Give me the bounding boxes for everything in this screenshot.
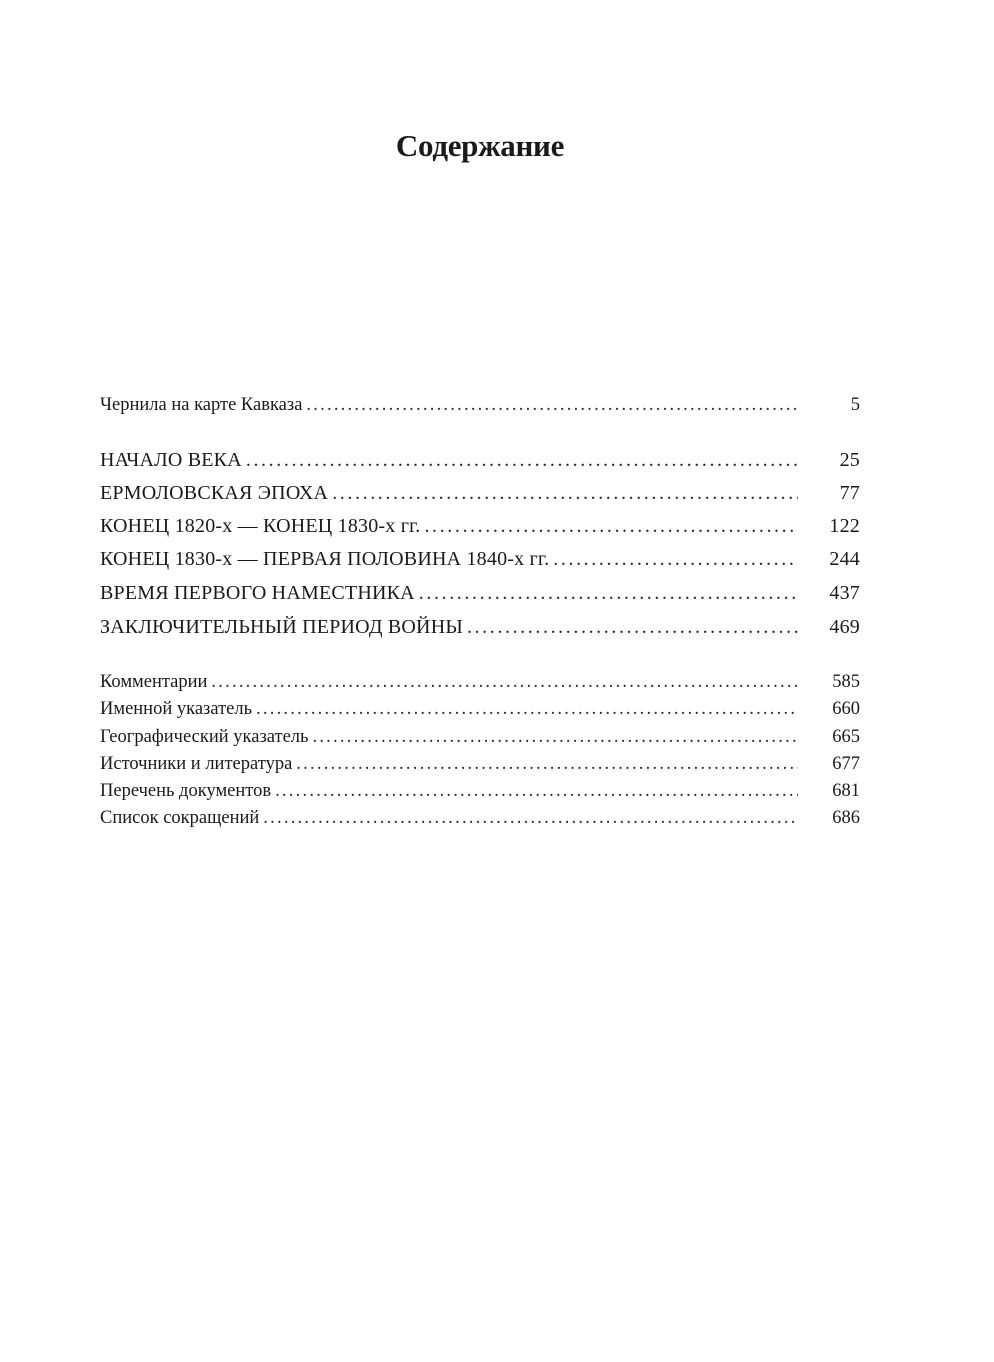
toc-entry-period[interactable] bbox=[100, 616, 860, 639]
toc-entry-period[interactable] bbox=[100, 582, 860, 605]
toc-entry-page: 665 bbox=[832, 727, 860, 747]
dot-leader bbox=[211, 672, 798, 693]
toc-entry-label: Чернила на карте Кавказа bbox=[100, 395, 303, 415]
toc-entry-page: 437 bbox=[829, 582, 860, 604]
toc-entry-appendix[interactable] bbox=[100, 727, 860, 748]
toc-entry-page: 660 bbox=[832, 699, 860, 719]
dot-leader bbox=[246, 449, 798, 472]
toc-entry-label: Перечень документов bbox=[100, 781, 272, 801]
toc-entry-label: ЗАКЛЮЧИТЕЛЬНЫЙ ПЕРИОД ВОЙНЫ bbox=[100, 616, 463, 638]
toc-entry-page: 244 bbox=[829, 548, 860, 570]
toc-entry-page: 122 bbox=[829, 515, 860, 537]
toc-entry-period[interactable] bbox=[100, 515, 860, 538]
toc-entry-label: Источники и литература bbox=[100, 754, 293, 774]
toc-entry-period[interactable] bbox=[100, 449, 860, 472]
toc-entry-appendix[interactable] bbox=[100, 672, 860, 693]
page-title: Содержание bbox=[395, 128, 565, 163]
dot-leader bbox=[275, 781, 798, 802]
toc-entry-page: 77 bbox=[839, 482, 860, 504]
dot-leader bbox=[419, 582, 798, 605]
toc-entry-label: ВРЕМЯ ПЕРВОГО НАМЕСТНИКА bbox=[100, 582, 415, 604]
dot-leader bbox=[424, 515, 798, 538]
toc-entry-period[interactable] bbox=[100, 548, 860, 571]
toc-entry-label: Географический указатель bbox=[100, 727, 309, 747]
toc-entry-page: 686 bbox=[832, 808, 860, 828]
toc-entry-appendix[interactable] bbox=[100, 754, 860, 775]
toc-entry-page: 585 bbox=[832, 672, 860, 692]
toc-entry-intro[interactable] bbox=[100, 395, 860, 416]
dot-leader bbox=[256, 699, 798, 720]
toc-entry-label: НАЧАЛО ВЕКА bbox=[100, 449, 242, 471]
toc-entry-label: ЕРМОЛОВСКАЯ ЭПОХА bbox=[100, 482, 329, 504]
toc-entry-page: 5 bbox=[850, 395, 860, 415]
toc-entry-label: КОНЕЦ 1820-х — КОНЕЦ 1830-х гг. bbox=[100, 515, 421, 537]
toc-entry-label: Список сокращений bbox=[100, 808, 260, 828]
toc-entry-page: 25 bbox=[839, 449, 860, 471]
toc-entry-label: КОНЕЦ 1830-х — ПЕРВАЯ ПОЛОВИНА 1840-х гг. bbox=[100, 548, 550, 570]
toc-entry-appendix[interactable] bbox=[100, 699, 860, 720]
dot-leader bbox=[306, 395, 798, 416]
dot-leader bbox=[467, 616, 798, 639]
toc-entry-appendix[interactable] bbox=[100, 808, 860, 829]
dot-leader bbox=[332, 482, 798, 505]
toc-entry-page: 677 bbox=[832, 754, 860, 774]
dot-leader bbox=[312, 727, 798, 748]
toc-entry-label: Комментарии bbox=[100, 672, 208, 692]
toc-entry-page: 469 bbox=[829, 616, 860, 638]
toc-entry-page: 681 bbox=[832, 781, 860, 801]
dot-leader bbox=[553, 548, 798, 571]
toc-entry-appendix[interactable] bbox=[100, 781, 860, 802]
toc-entry-label: Именной указатель bbox=[100, 699, 253, 719]
dot-leader bbox=[296, 754, 798, 775]
toc-entry-period[interactable] bbox=[100, 482, 860, 505]
dot-leader bbox=[263, 808, 798, 829]
